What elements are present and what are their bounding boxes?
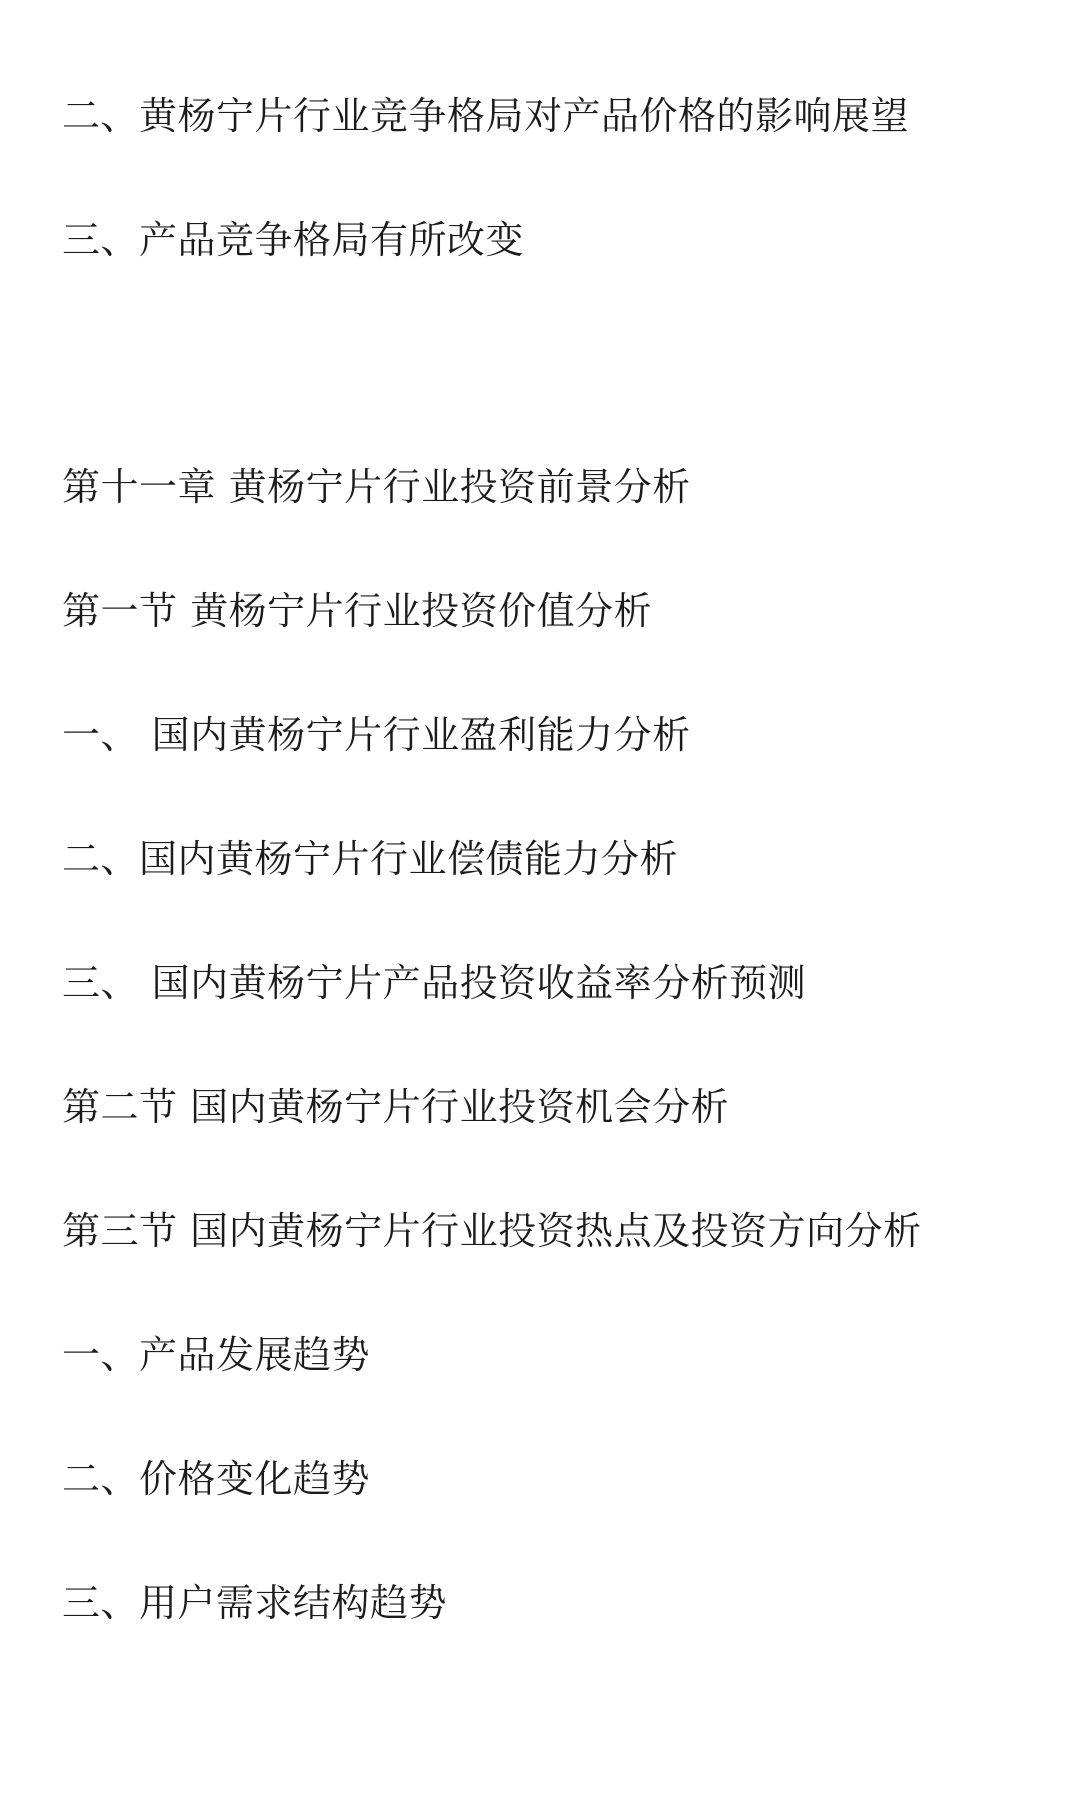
toc-item-demand-trend: 三、用户需求结构趋势 [62, 1581, 448, 1625]
chapter-heading-investment-outlook: 第十一章 黄杨宁片行业投资前景分析 [62, 465, 691, 509]
toc-item-return-forecast: 三、 国内黄杨宁片产品投资收益率分析预测 [62, 961, 807, 1005]
section-heading-investment-opportunities: 第二节 国内黄杨宁片行业投资机会分析 [62, 1085, 730, 1129]
section-heading-investment-value: 第一节 黄杨宁片行业投资价值分析 [62, 589, 653, 633]
toc-item-competition-change: 三、产品竞争格局有所改变 [62, 218, 525, 262]
toc-item-profitability: 一、 国内黄杨宁片行业盈利能力分析 [62, 713, 691, 757]
section-heading-hotspots-direction: 第三节 国内黄杨宁片行业投资热点及投资方向分析 [62, 1209, 922, 1253]
toc-item-solvency: 二、国内黄杨宁片行业偿债能力分析 [62, 837, 679, 881]
toc-item-price-trend: 二、价格变化趋势 [62, 1457, 371, 1501]
toc-item-product-trend: 一、产品发展趋势 [62, 1333, 371, 1377]
toc-item-competition-price-outlook: 二、黄杨宁片行业竞争格局对产品价格的影响展望 [62, 94, 910, 138]
